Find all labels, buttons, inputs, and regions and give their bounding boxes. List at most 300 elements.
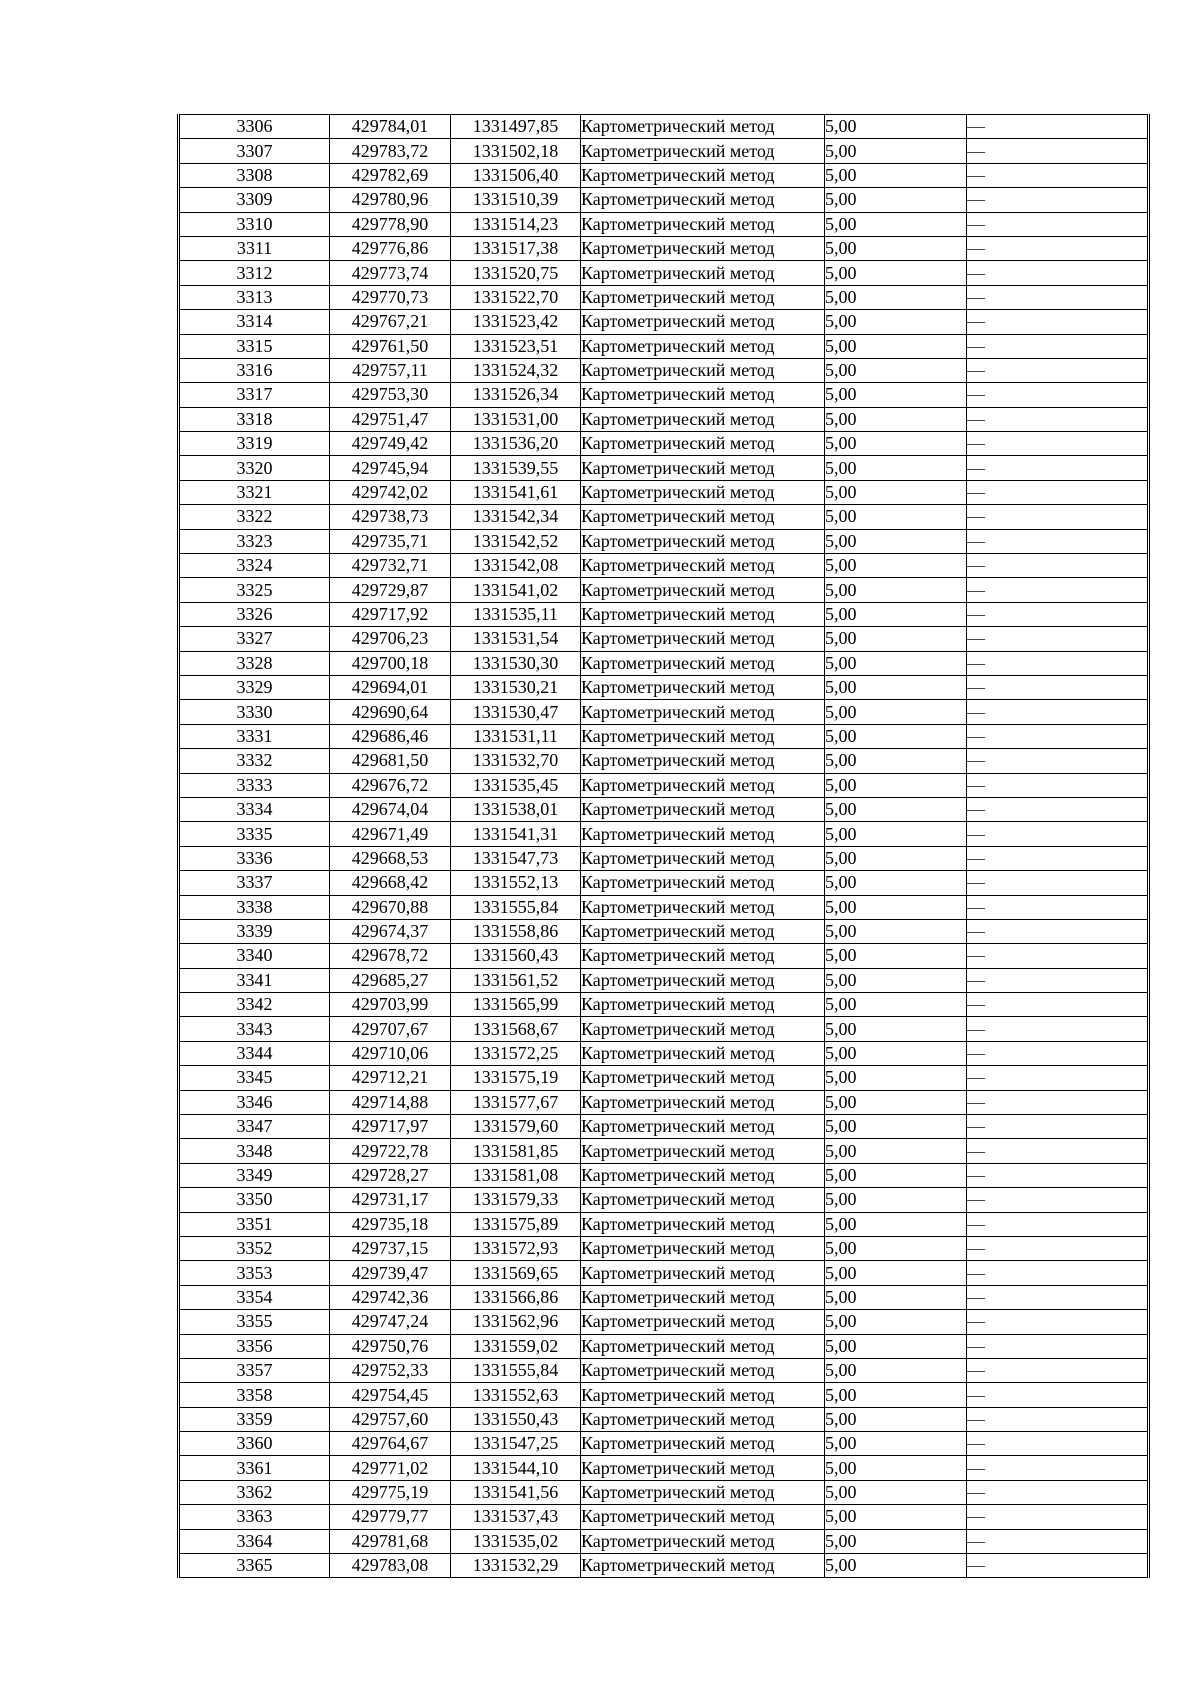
accuracy-value-cell: 5,00 xyxy=(825,700,967,724)
description-dash-cell: — xyxy=(967,578,1149,602)
point-number-cell: 3362 xyxy=(179,1480,330,1504)
table-row xyxy=(179,895,1149,919)
table-row xyxy=(179,163,1149,187)
y-coordinate-cell: 1331520,75 xyxy=(451,261,581,285)
determination-method-cell: Картометрический метод xyxy=(581,480,825,504)
y-coordinate-cell: 1331517,38 xyxy=(451,236,581,260)
y-coordinate-cell: 1331569,65 xyxy=(451,1261,581,1285)
table-row xyxy=(179,1115,1149,1139)
determination-method-cell: Картометрический метод xyxy=(581,1383,825,1407)
description-dash-cell: — xyxy=(967,1358,1149,1382)
y-coordinate-cell: 1331506,40 xyxy=(451,163,581,187)
determination-method-cell: Картометрический метод xyxy=(581,285,825,309)
accuracy-value-cell: 5,00 xyxy=(825,432,967,456)
table-row xyxy=(179,1310,1149,1334)
accuracy-value-cell: 5,00 xyxy=(825,749,967,773)
y-coordinate-cell: 1331558,86 xyxy=(451,919,581,943)
x-coordinate-cell: 429779,77 xyxy=(330,1505,451,1529)
table-row xyxy=(179,432,1149,456)
determination-method-cell: Картометрический метод xyxy=(581,1090,825,1114)
table-row xyxy=(179,188,1149,212)
coordinates-table-body xyxy=(179,115,1149,1578)
point-number-cell: 3323 xyxy=(179,529,330,553)
accuracy-value-cell: 5,00 xyxy=(825,1261,967,1285)
point-number-cell: 3357 xyxy=(179,1358,330,1382)
accuracy-value-cell: 5,00 xyxy=(825,480,967,504)
accuracy-value-cell: 5,00 xyxy=(825,529,967,553)
determination-method-cell: Картометрический метод xyxy=(581,944,825,968)
table-row xyxy=(179,1529,1149,1553)
description-dash-cell: — xyxy=(967,115,1149,139)
x-coordinate-cell: 429700,18 xyxy=(330,651,451,675)
accuracy-value-cell: 5,00 xyxy=(825,822,967,846)
description-dash-cell: — xyxy=(967,1529,1149,1553)
description-dash-cell: — xyxy=(967,554,1149,578)
y-coordinate-cell: 1331531,11 xyxy=(451,724,581,748)
x-coordinate-cell: 429784,01 xyxy=(330,115,451,139)
y-coordinate-cell: 1331522,70 xyxy=(451,285,581,309)
description-dash-cell: — xyxy=(967,1285,1149,1309)
y-coordinate-cell: 1331559,02 xyxy=(451,1334,581,1358)
point-number-cell: 3355 xyxy=(179,1310,330,1334)
y-coordinate-cell: 1331555,84 xyxy=(451,1358,581,1382)
determination-method-cell: Картометрический метод xyxy=(581,529,825,553)
y-coordinate-cell: 1331532,29 xyxy=(451,1554,581,1578)
point-number-cell: 3354 xyxy=(179,1285,330,1309)
determination-method-cell: Картометрический метод xyxy=(581,1554,825,1578)
accuracy-value-cell: 5,00 xyxy=(825,602,967,626)
y-coordinate-cell: 1331526,34 xyxy=(451,383,581,407)
accuracy-value-cell: 5,00 xyxy=(825,554,967,578)
point-number-cell: 3364 xyxy=(179,1529,330,1553)
determination-method-cell: Картометрический метод xyxy=(581,407,825,431)
x-coordinate-cell: 429732,71 xyxy=(330,554,451,578)
determination-method-cell: Картометрический метод xyxy=(581,163,825,187)
determination-method-cell: Картометрический метод xyxy=(581,505,825,529)
description-dash-cell: — xyxy=(967,651,1149,675)
y-coordinate-cell: 1331514,23 xyxy=(451,212,581,236)
description-dash-cell: — xyxy=(967,236,1149,260)
x-coordinate-cell: 429764,67 xyxy=(330,1432,451,1456)
accuracy-value-cell: 5,00 xyxy=(825,1432,967,1456)
table-row xyxy=(179,627,1149,651)
table-row xyxy=(179,1188,1149,1212)
accuracy-value-cell: 5,00 xyxy=(825,383,967,407)
description-dash-cell: — xyxy=(967,871,1149,895)
table-row xyxy=(179,1163,1149,1187)
table-row xyxy=(179,139,1149,163)
y-coordinate-cell: 1331575,19 xyxy=(451,1066,581,1090)
accuracy-value-cell: 5,00 xyxy=(825,188,967,212)
x-coordinate-cell: 429745,94 xyxy=(330,456,451,480)
x-coordinate-cell: 429751,47 xyxy=(330,407,451,431)
accuracy-value-cell: 5,00 xyxy=(825,1456,967,1480)
point-number-cell: 3321 xyxy=(179,480,330,504)
point-number-cell: 3314 xyxy=(179,310,330,334)
determination-method-cell: Картометрический метод xyxy=(581,1066,825,1090)
determination-method-cell: Картометрический метод xyxy=(581,1261,825,1285)
x-coordinate-cell: 429747,24 xyxy=(330,1310,451,1334)
determination-method-cell: Картометрический метод xyxy=(581,1041,825,1065)
determination-method-cell: Картометрический метод xyxy=(581,895,825,919)
determination-method-cell: Картометрический метод xyxy=(581,1285,825,1309)
table-row xyxy=(179,212,1149,236)
accuracy-value-cell: 5,00 xyxy=(825,505,967,529)
point-number-cell: 3337 xyxy=(179,871,330,895)
description-dash-cell: — xyxy=(967,700,1149,724)
determination-method-cell: Картометрический метод xyxy=(581,627,825,651)
point-number-cell: 3329 xyxy=(179,675,330,699)
accuracy-value-cell: 5,00 xyxy=(825,1529,967,1553)
table-row xyxy=(179,456,1149,480)
description-dash-cell: — xyxy=(967,505,1149,529)
y-coordinate-cell: 1331524,32 xyxy=(451,358,581,382)
x-coordinate-cell: 429780,96 xyxy=(330,188,451,212)
table-row xyxy=(179,1017,1149,1041)
description-dash-cell: — xyxy=(967,1017,1149,1041)
x-coordinate-cell: 429678,72 xyxy=(330,944,451,968)
table-row xyxy=(179,675,1149,699)
x-coordinate-cell: 429778,90 xyxy=(330,212,451,236)
y-coordinate-cell: 1331560,43 xyxy=(451,944,581,968)
table-row xyxy=(179,651,1149,675)
determination-method-cell: Картометрический метод xyxy=(581,675,825,699)
x-coordinate-cell: 429735,18 xyxy=(330,1212,451,1236)
accuracy-value-cell: 5,00 xyxy=(825,358,967,382)
table-row xyxy=(179,1212,1149,1236)
x-coordinate-cell: 429781,68 xyxy=(330,1529,451,1553)
x-coordinate-cell: 429783,72 xyxy=(330,139,451,163)
determination-method-cell: Картометрический метод xyxy=(581,188,825,212)
determination-method-cell: Картометрический метод xyxy=(581,1407,825,1431)
table-row xyxy=(179,968,1149,992)
table-row xyxy=(179,1358,1149,1382)
accuracy-value-cell: 5,00 xyxy=(825,968,967,992)
accuracy-value-cell: 5,00 xyxy=(825,1285,967,1309)
accuracy-value-cell: 5,00 xyxy=(825,261,967,285)
point-number-cell: 3326 xyxy=(179,602,330,626)
determination-method-cell: Картометрический метод xyxy=(581,1334,825,1358)
description-dash-cell: — xyxy=(967,407,1149,431)
table-row xyxy=(179,1139,1149,1163)
determination-method-cell: Картометрический метод xyxy=(581,919,825,943)
x-coordinate-cell: 429750,76 xyxy=(330,1334,451,1358)
accuracy-value-cell: 5,00 xyxy=(825,1505,967,1529)
accuracy-value-cell: 5,00 xyxy=(825,578,967,602)
accuracy-value-cell: 5,00 xyxy=(825,1383,967,1407)
x-coordinate-cell: 429757,11 xyxy=(330,358,451,382)
table-row xyxy=(179,1480,1149,1504)
x-coordinate-cell: 429775,19 xyxy=(330,1480,451,1504)
point-number-cell: 3359 xyxy=(179,1407,330,1431)
table-row xyxy=(179,1236,1149,1260)
accuracy-value-cell: 5,00 xyxy=(825,285,967,309)
x-coordinate-cell: 429783,08 xyxy=(330,1554,451,1578)
table-row xyxy=(179,383,1149,407)
determination-method-cell: Картометрический метод xyxy=(581,846,825,870)
accuracy-value-cell: 5,00 xyxy=(825,1212,967,1236)
y-coordinate-cell: 1331542,52 xyxy=(451,529,581,553)
description-dash-cell: — xyxy=(967,895,1149,919)
x-coordinate-cell: 429717,97 xyxy=(330,1115,451,1139)
y-coordinate-cell: 1331555,84 xyxy=(451,895,581,919)
x-coordinate-cell: 429676,72 xyxy=(330,773,451,797)
description-dash-cell: — xyxy=(967,602,1149,626)
point-number-cell: 3347 xyxy=(179,1115,330,1139)
determination-method-cell: Картометрический метод xyxy=(581,993,825,1017)
accuracy-value-cell: 5,00 xyxy=(825,236,967,260)
x-coordinate-cell: 429742,02 xyxy=(330,480,451,504)
table-row xyxy=(179,871,1149,895)
determination-method-cell: Картометрический метод xyxy=(581,1236,825,1260)
determination-method-cell: Картометрический метод xyxy=(581,139,825,163)
table-row xyxy=(179,773,1149,797)
description-dash-cell: — xyxy=(967,797,1149,821)
table-row xyxy=(179,480,1149,504)
table-row xyxy=(179,1285,1149,1309)
determination-method-cell: Картометрический метод xyxy=(581,797,825,821)
y-coordinate-cell: 1331523,42 xyxy=(451,310,581,334)
table-row xyxy=(179,1456,1149,1480)
description-dash-cell: — xyxy=(967,1554,1149,1578)
table-row xyxy=(179,1090,1149,1114)
determination-method-cell: Картометрический метод xyxy=(581,261,825,285)
y-coordinate-cell: 1331510,39 xyxy=(451,188,581,212)
x-coordinate-cell: 429728,27 xyxy=(330,1163,451,1187)
accuracy-value-cell: 5,00 xyxy=(825,1017,967,1041)
point-number-cell: 3332 xyxy=(179,749,330,773)
table-row xyxy=(179,1066,1149,1090)
x-coordinate-cell: 429703,99 xyxy=(330,993,451,1017)
accuracy-value-cell: 5,00 xyxy=(825,919,967,943)
table-row xyxy=(179,1041,1149,1065)
y-coordinate-cell: 1331562,96 xyxy=(451,1310,581,1334)
determination-method-cell: Картометрический метод xyxy=(581,578,825,602)
y-coordinate-cell: 1331539,55 xyxy=(451,456,581,480)
description-dash-cell: — xyxy=(967,1236,1149,1260)
description-dash-cell: — xyxy=(967,724,1149,748)
determination-method-cell: Картометрический метод xyxy=(581,1432,825,1456)
table-row xyxy=(179,724,1149,748)
table-row xyxy=(179,236,1149,260)
accuracy-value-cell: 5,00 xyxy=(825,1090,967,1114)
x-coordinate-cell: 429749,42 xyxy=(330,432,451,456)
y-coordinate-cell: 1331541,02 xyxy=(451,578,581,602)
accuracy-value-cell: 5,00 xyxy=(825,163,967,187)
y-coordinate-cell: 1331536,20 xyxy=(451,432,581,456)
description-dash-cell: — xyxy=(967,334,1149,358)
point-number-cell: 3363 xyxy=(179,1505,330,1529)
accuracy-value-cell: 5,00 xyxy=(825,310,967,334)
accuracy-value-cell: 5,00 xyxy=(825,456,967,480)
description-dash-cell: — xyxy=(967,1212,1149,1236)
point-number-cell: 3365 xyxy=(179,1554,330,1578)
x-coordinate-cell: 429782,69 xyxy=(330,163,451,187)
description-dash-cell: — xyxy=(967,627,1149,651)
description-dash-cell: — xyxy=(967,1456,1149,1480)
point-number-cell: 3336 xyxy=(179,846,330,870)
table-row xyxy=(179,700,1149,724)
description-dash-cell: — xyxy=(967,919,1149,943)
x-coordinate-cell: 429685,27 xyxy=(330,968,451,992)
accuracy-value-cell: 5,00 xyxy=(825,627,967,651)
point-number-cell: 3330 xyxy=(179,700,330,724)
y-coordinate-cell: 1331565,99 xyxy=(451,993,581,1017)
description-dash-cell: — xyxy=(967,1310,1149,1334)
determination-method-cell: Картометрический метод xyxy=(581,1212,825,1236)
description-dash-cell: — xyxy=(967,846,1149,870)
determination-method-cell: Картометрический метод xyxy=(581,334,825,358)
description-dash-cell: — xyxy=(967,529,1149,553)
table-row xyxy=(179,285,1149,309)
accuracy-value-cell: 5,00 xyxy=(825,407,967,431)
determination-method-cell: Картометрический метод xyxy=(581,871,825,895)
description-dash-cell: — xyxy=(967,1066,1149,1090)
x-coordinate-cell: 429767,21 xyxy=(330,310,451,334)
determination-method-cell: Картометрический метод xyxy=(581,456,825,480)
accuracy-value-cell: 5,00 xyxy=(825,115,967,139)
point-number-cell: 3308 xyxy=(179,163,330,187)
point-number-cell: 3352 xyxy=(179,1236,330,1260)
accuracy-value-cell: 5,00 xyxy=(825,1236,967,1260)
y-coordinate-cell: 1331535,11 xyxy=(451,602,581,626)
description-dash-cell: — xyxy=(967,1188,1149,1212)
accuracy-value-cell: 5,00 xyxy=(825,1310,967,1334)
table-row xyxy=(179,1432,1149,1456)
point-number-cell: 3306 xyxy=(179,115,330,139)
accuracy-value-cell: 5,00 xyxy=(825,1041,967,1065)
accuracy-value-cell: 5,00 xyxy=(825,1407,967,1431)
x-coordinate-cell: 429714,88 xyxy=(330,1090,451,1114)
x-coordinate-cell: 429671,49 xyxy=(330,822,451,846)
point-number-cell: 3327 xyxy=(179,627,330,651)
point-number-cell: 3318 xyxy=(179,407,330,431)
point-number-cell: 3311 xyxy=(179,236,330,260)
description-dash-cell: — xyxy=(967,1163,1149,1187)
point-number-cell: 3319 xyxy=(179,432,330,456)
accuracy-value-cell: 5,00 xyxy=(825,651,967,675)
x-coordinate-cell: 429710,06 xyxy=(330,1041,451,1065)
y-coordinate-cell: 1331530,21 xyxy=(451,675,581,699)
description-dash-cell: — xyxy=(967,261,1149,285)
x-coordinate-cell: 429681,50 xyxy=(330,749,451,773)
accuracy-value-cell: 5,00 xyxy=(825,1066,967,1090)
accuracy-value-cell: 5,00 xyxy=(825,797,967,821)
accuracy-value-cell: 5,00 xyxy=(825,1480,967,1504)
y-coordinate-cell: 1331561,52 xyxy=(451,968,581,992)
table-row xyxy=(179,1334,1149,1358)
table-row xyxy=(179,310,1149,334)
y-coordinate-cell: 1331523,51 xyxy=(451,334,581,358)
determination-method-cell: Картометрический метод xyxy=(581,1505,825,1529)
x-coordinate-cell: 429770,73 xyxy=(330,285,451,309)
description-dash-cell: — xyxy=(967,1383,1149,1407)
point-number-cell: 3340 xyxy=(179,944,330,968)
table-row xyxy=(179,1261,1149,1285)
x-coordinate-cell: 429735,71 xyxy=(330,529,451,553)
point-number-cell: 3353 xyxy=(179,1261,330,1285)
y-coordinate-cell: 1331575,89 xyxy=(451,1212,581,1236)
determination-method-cell: Картометрический метод xyxy=(581,358,825,382)
description-dash-cell: — xyxy=(967,432,1149,456)
description-dash-cell: — xyxy=(967,212,1149,236)
x-coordinate-cell: 429754,45 xyxy=(330,1383,451,1407)
description-dash-cell: — xyxy=(967,1139,1149,1163)
x-coordinate-cell: 429729,87 xyxy=(330,578,451,602)
point-number-cell: 3346 xyxy=(179,1090,330,1114)
determination-method-cell: Картометрический метод xyxy=(581,651,825,675)
y-coordinate-cell: 1331538,01 xyxy=(451,797,581,821)
accuracy-value-cell: 5,00 xyxy=(825,993,967,1017)
x-coordinate-cell: 429731,17 xyxy=(330,1188,451,1212)
determination-method-cell: Картометрический метод xyxy=(581,1529,825,1553)
description-dash-cell: — xyxy=(967,993,1149,1017)
point-number-cell: 3348 xyxy=(179,1139,330,1163)
point-number-cell: 3316 xyxy=(179,358,330,382)
determination-method-cell: Картометрический метод xyxy=(581,1310,825,1334)
determination-method-cell: Картометрический метод xyxy=(581,212,825,236)
description-dash-cell: — xyxy=(967,1334,1149,1358)
table-row xyxy=(179,602,1149,626)
y-coordinate-cell: 1331579,60 xyxy=(451,1115,581,1139)
y-coordinate-cell: 1331530,30 xyxy=(451,651,581,675)
description-dash-cell: — xyxy=(967,773,1149,797)
x-coordinate-cell: 429771,02 xyxy=(330,1456,451,1480)
y-coordinate-cell: 1331541,31 xyxy=(451,822,581,846)
description-dash-cell: — xyxy=(967,1505,1149,1529)
description-dash-cell: — xyxy=(967,480,1149,504)
accuracy-value-cell: 5,00 xyxy=(825,724,967,748)
y-coordinate-cell: 1331552,63 xyxy=(451,1383,581,1407)
x-coordinate-cell: 429739,47 xyxy=(330,1261,451,1285)
y-coordinate-cell: 1331537,43 xyxy=(451,1505,581,1529)
description-dash-cell: — xyxy=(967,310,1149,334)
y-coordinate-cell: 1331572,25 xyxy=(451,1041,581,1065)
point-number-cell: 3325 xyxy=(179,578,330,602)
determination-method-cell: Картометрический метод xyxy=(581,383,825,407)
table-row xyxy=(179,1383,1149,1407)
accuracy-value-cell: 5,00 xyxy=(825,1139,967,1163)
table-row xyxy=(179,797,1149,821)
table-row xyxy=(179,529,1149,553)
point-number-cell: 3333 xyxy=(179,773,330,797)
table-row xyxy=(179,919,1149,943)
x-coordinate-cell: 429742,36 xyxy=(330,1285,451,1309)
x-coordinate-cell: 429668,53 xyxy=(330,846,451,870)
y-coordinate-cell: 1331577,67 xyxy=(451,1090,581,1114)
x-coordinate-cell: 429761,50 xyxy=(330,334,451,358)
accuracy-value-cell: 5,00 xyxy=(825,773,967,797)
description-dash-cell: — xyxy=(967,1480,1149,1504)
point-number-cell: 3334 xyxy=(179,797,330,821)
point-number-cell: 3343 xyxy=(179,1017,330,1041)
table-row xyxy=(179,578,1149,602)
table-row xyxy=(179,554,1149,578)
description-dash-cell: — xyxy=(967,139,1149,163)
description-dash-cell: — xyxy=(967,822,1149,846)
determination-method-cell: Картометрический метод xyxy=(581,1480,825,1504)
determination-method-cell: Картометрический метод xyxy=(581,822,825,846)
table-row xyxy=(179,1407,1149,1431)
y-coordinate-cell: 1331542,34 xyxy=(451,505,581,529)
description-dash-cell: — xyxy=(967,944,1149,968)
point-number-cell: 3358 xyxy=(179,1383,330,1407)
x-coordinate-cell: 429707,67 xyxy=(330,1017,451,1041)
description-dash-cell: — xyxy=(967,188,1149,212)
point-number-cell: 3335 xyxy=(179,822,330,846)
x-coordinate-cell: 429686,46 xyxy=(330,724,451,748)
y-coordinate-cell: 1331544,10 xyxy=(451,1456,581,1480)
